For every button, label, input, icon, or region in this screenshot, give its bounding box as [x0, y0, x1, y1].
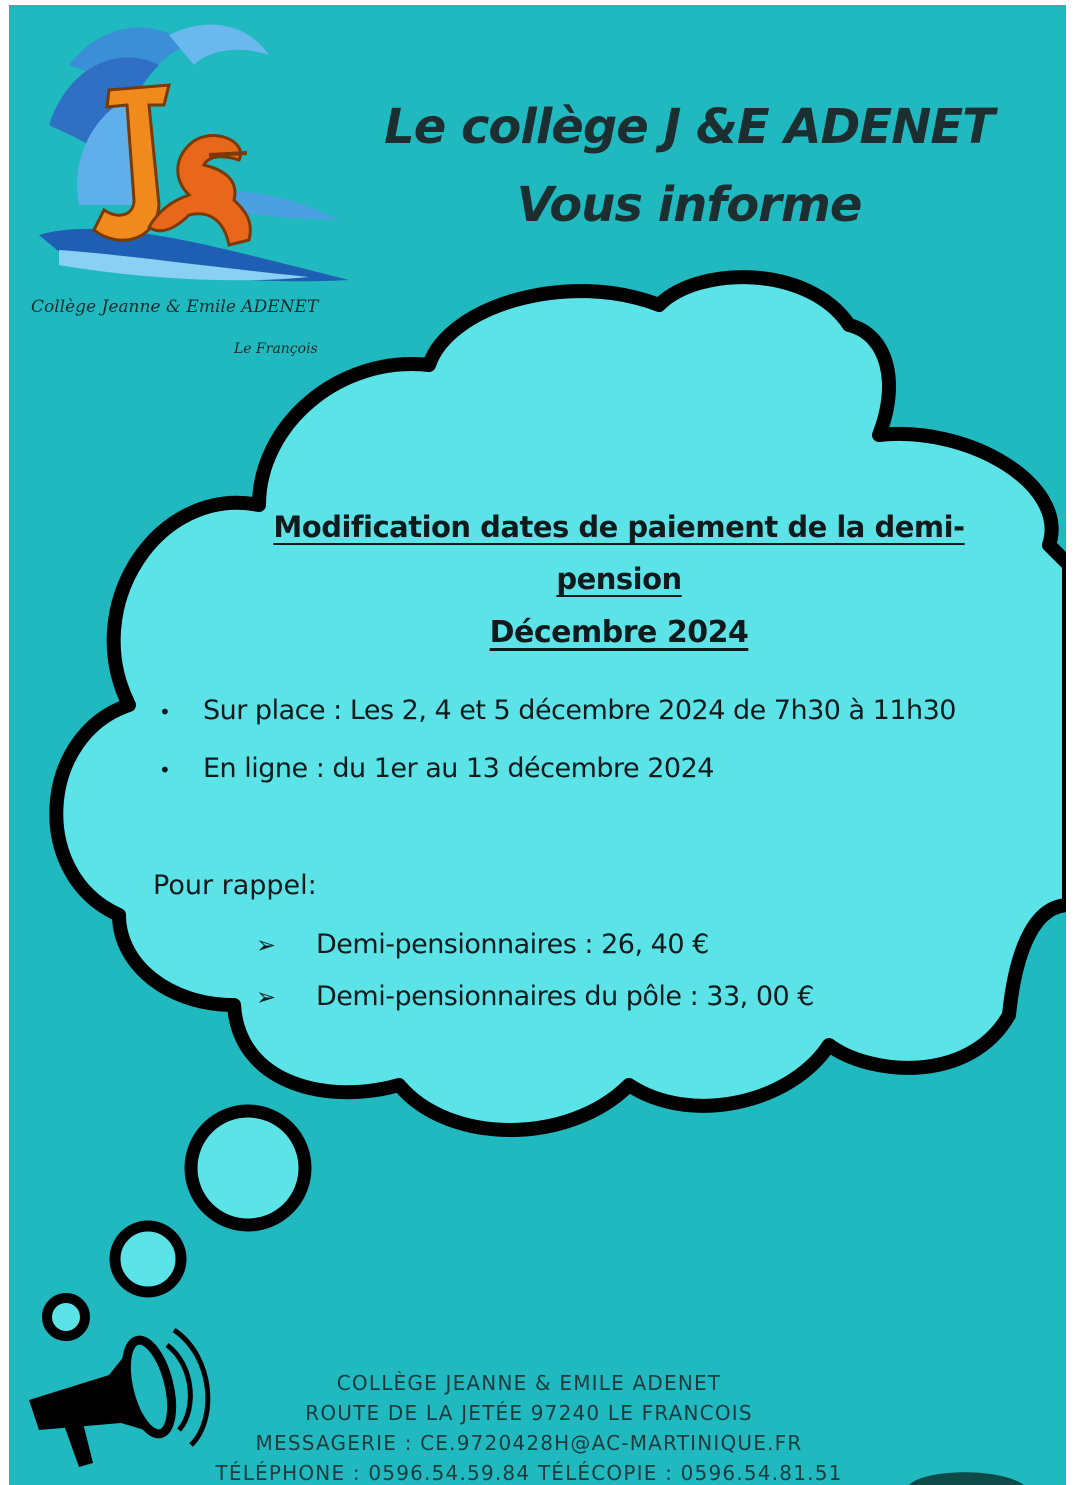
- rate-item-standard: [256, 929, 709, 960]
- headline-line2: Vous informe: [516, 177, 862, 233]
- flyer: [9, 5, 1066, 1485]
- logo-caption-town: Le François: [234, 341, 318, 357]
- logo-caption-name: Collège Jeanne & Emile ADENET: [31, 297, 319, 317]
- payment-online-item: [159, 753, 714, 784]
- bullet-icon: •: [159, 699, 171, 724]
- reminder-label: Pour rappel:: [153, 870, 317, 901]
- rate-pole-text: Demi-pensionnaires du pôle : 33, 00 €: [316, 981, 814, 1012]
- payment-onsite-item: [159, 695, 956, 726]
- footer-school-name: COLLÈGE JEANNE & EMILE ADENET: [336, 1371, 722, 1395]
- rate-standard-text: Demi-pensionnaires : 26, 40 €: [316, 929, 709, 960]
- payment-online-text: En ligne : du 1er au 13 décembre 2024: [203, 753, 714, 784]
- announcement-title-line1: Modification dates de paiement de la demi-: [273, 510, 965, 544]
- rate-item-pole: [256, 981, 814, 1012]
- bullet-icon: •: [159, 757, 171, 782]
- footer-phone-fax: TÉLÉPHONE : 0596.54.59.84 TÉLÉCOPIE : 0596.54.81.51: [215, 1461, 843, 1485]
- announcement-title-date: Décembre 2024: [489, 615, 749, 650]
- corner-decoration: [909, 1472, 1024, 1485]
- headline-line1: Le collège J &E ADENET: [384, 99, 994, 155]
- thought-bubble-large: [191, 1111, 305, 1225]
- announcement-title-line2: pension: [556, 562, 682, 596]
- arrow-bullet-icon: ➢: [256, 931, 276, 959]
- arrow-bullet-icon: ➢: [256, 983, 276, 1011]
- thought-bubble-small: [47, 1298, 85, 1336]
- payment-onsite-text: Sur place : Les 2, 4 et 5 décembre 2024 de 7h30 à 11h30: [203, 695, 956, 726]
- footer-address: ROUTE DE LA JETÉE 97240 LE FRANCOIS: [305, 1401, 753, 1425]
- footer-email: MESSAGERIE : CE.9720428H@AC-MARTINIQUE.FR: [255, 1431, 803, 1455]
- thought-bubble-medium: [115, 1226, 181, 1292]
